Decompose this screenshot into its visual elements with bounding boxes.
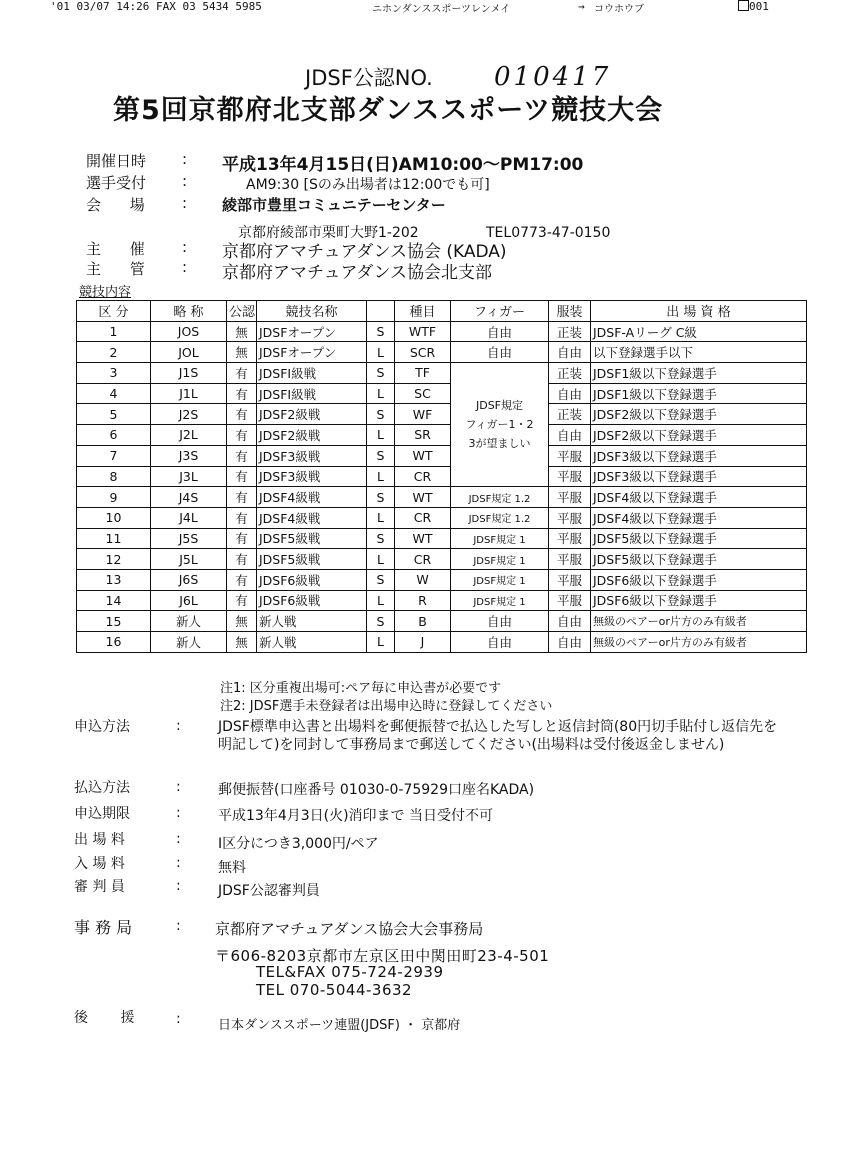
- table-row: [77, 507, 807, 528]
- support-value: 日本ダンススポーツ連盟(JDSF) ・ 京都府: [218, 1018, 461, 1033]
- header-qualification: 出 場 資 格: [591, 301, 807, 322]
- row-official: 有: [227, 363, 257, 384]
- row-figure: JDSF規定 1: [451, 549, 549, 570]
- row-abbr: J5L: [151, 549, 227, 570]
- row-official: 有: [227, 507, 257, 528]
- row-event: WT: [395, 528, 451, 549]
- date-colon: :: [182, 150, 188, 168]
- row-sl: L: [367, 507, 395, 528]
- row-official: 有: [227, 549, 257, 570]
- office-colon: :: [176, 918, 181, 934]
- row-competition-name: JDSF2級戦: [257, 404, 367, 425]
- row-dress: 自由: [549, 383, 591, 404]
- row-division: 7: [77, 445, 151, 466]
- venue-tel: TEL0773-47-0150: [486, 225, 611, 241]
- row-division: 8: [77, 466, 151, 487]
- row-sl: L: [367, 383, 395, 404]
- row-dress: 平服: [549, 549, 591, 570]
- row-sl: S: [367, 445, 395, 466]
- row-abbr: J1L: [151, 383, 227, 404]
- header-sl: [367, 301, 395, 322]
- row-official: 無: [227, 632, 257, 653]
- judge-label: 審 判 員: [74, 879, 125, 895]
- row-sl: S: [367, 611, 395, 632]
- row-dress: 自由: [549, 342, 591, 363]
- row-division: 3: [77, 363, 151, 384]
- note-2: 注2: JDSF選手未登録者は出場申込時に登録してください: [220, 699, 553, 714]
- row-sl: L: [367, 549, 395, 570]
- table-row: [77, 590, 807, 611]
- row-dress: 平服: [549, 590, 591, 611]
- row-dress: 正装: [549, 363, 591, 384]
- row-division: 14: [77, 590, 151, 611]
- reception-value: AM9:30 [Sのみ出場者は12:00でも可]: [246, 177, 490, 193]
- fax-page: [738, 0, 769, 13]
- table-header-row: [77, 301, 807, 322]
- row-figure: 自由: [451, 321, 549, 342]
- table-row: [77, 569, 807, 590]
- figure-merged-cell: [451, 363, 549, 487]
- header-dress: 服装: [549, 301, 591, 322]
- date-value: 平成13年4月15日(日)AM10:00～PM17:00: [222, 155, 584, 175]
- office-label: 事 務 局: [74, 918, 133, 937]
- row-official: 有: [227, 466, 257, 487]
- row-qualification: JDSF3級以下登録選手: [591, 466, 807, 487]
- row-competition-name: 新人戦: [257, 632, 367, 653]
- section-title: 競技内容: [79, 285, 132, 300]
- row-qualification: JDSF1級以下登録選手: [591, 383, 807, 404]
- office-tel: TEL 070-5044-3632: [256, 981, 413, 999]
- row-competition-name: JDSF3級戦: [257, 445, 367, 466]
- row-competition-name: JDSF3級戦: [257, 466, 367, 487]
- fax-recipient: コウホウブ: [594, 4, 644, 15]
- row-division: 5: [77, 404, 151, 425]
- row-division: 11: [77, 528, 151, 549]
- row-official: 有: [227, 425, 257, 446]
- row-division: 2: [77, 342, 151, 363]
- row-dress: 平服: [549, 528, 591, 549]
- row-official: 無: [227, 321, 257, 342]
- row-division: 10: [77, 507, 151, 528]
- row-event: CR: [395, 549, 451, 570]
- row-figure: JDSF規定 1: [451, 528, 549, 549]
- table-row: [77, 404, 807, 425]
- date-label: 開催日時: [86, 152, 147, 170]
- header-abbr: 略 称: [151, 301, 227, 322]
- host-value: 京都府アマチュアダンス協会 (KADA): [222, 242, 507, 262]
- row-event: WTF: [395, 321, 451, 342]
- row-division: 6: [77, 425, 151, 446]
- row-dress: 自由: [549, 632, 591, 653]
- row-abbr: J2L: [151, 425, 227, 446]
- row-sl: L: [367, 632, 395, 653]
- row-abbr: J4S: [151, 487, 227, 508]
- row-dress: 平服: [549, 507, 591, 528]
- table-row: [77, 466, 807, 487]
- host-label: 主 催: [86, 240, 157, 258]
- payment-colon: :: [176, 779, 181, 795]
- row-competition-name: JDSF5級戦: [257, 549, 367, 570]
- row-division: 9: [77, 487, 151, 508]
- fee-value: Ⅰ区分につき3,000円/ペア: [218, 836, 379, 852]
- row-abbr: J6L: [151, 590, 227, 611]
- office-name: 京都府アマチュアダンス協会大会事務局: [215, 920, 484, 938]
- row-qualification: 以下登録選手以下: [591, 342, 807, 363]
- row-abbr: J3S: [151, 445, 227, 466]
- entry-label: 入 場 料: [74, 856, 125, 872]
- row-sl: L: [367, 342, 395, 363]
- payment-value: 郵便振替(口座番号 01030-0-75929口座名KADA): [218, 782, 535, 798]
- figure-merged-line: 3が望ましい: [468, 437, 531, 451]
- row-qualification: JDSF4級以下登録選手: [591, 487, 807, 508]
- header-division: 区 分: [77, 301, 151, 322]
- row-qualification: 無級のペアーor片方のみ有級者: [591, 611, 807, 632]
- fee-colon: :: [176, 831, 181, 847]
- header-figure: フィガー: [451, 301, 549, 322]
- row-sl: S: [367, 487, 395, 508]
- fee-label: 出 場 料: [74, 832, 125, 848]
- support-colon: :: [176, 1011, 181, 1027]
- table-row: [77, 342, 807, 363]
- row-sl: S: [367, 528, 395, 549]
- row-official: 有: [227, 569, 257, 590]
- row-competition-name: JDSF2級戦: [257, 425, 367, 446]
- table-row: [77, 425, 807, 446]
- row-abbr: 新人: [151, 611, 227, 632]
- row-division: 1: [77, 321, 151, 342]
- row-division: 4: [77, 383, 151, 404]
- row-sl: L: [367, 590, 395, 611]
- competition-table: [76, 300, 807, 653]
- deadline-colon: :: [176, 805, 181, 821]
- row-dress: 平服: [549, 569, 591, 590]
- reception-colon: :: [182, 172, 188, 190]
- row-abbr: J6S: [151, 569, 227, 590]
- row-event: WT: [395, 445, 451, 466]
- row-abbr: J3L: [151, 466, 227, 487]
- row-dress: 正装: [549, 321, 591, 342]
- entry-value: 無料: [218, 860, 246, 876]
- apply-colon: :: [176, 718, 181, 734]
- table-row: [77, 445, 807, 466]
- row-figure: JDSF規定 1: [451, 590, 549, 611]
- row-official: 有: [227, 404, 257, 425]
- fax-sender: ニホンダンススポーツレンメイ: [372, 4, 511, 15]
- row-competition-name: JDSF4級戦: [257, 507, 367, 528]
- row-qualification: JDSF-Aリーグ C級: [591, 321, 807, 342]
- row-official: 無: [227, 611, 257, 632]
- venue-label: 会 場: [86, 196, 157, 214]
- row-event: WF: [395, 404, 451, 425]
- header-competition-name: 競技名称: [257, 301, 367, 322]
- row-competition-name: JDSF6級戦: [257, 590, 367, 611]
- office-telfax: TEL&FAX 075-724-2939: [256, 963, 444, 981]
- row-event: SR: [395, 425, 451, 446]
- table-row: [77, 321, 807, 342]
- row-event: B: [395, 611, 451, 632]
- reception-label: 選手受付: [86, 174, 147, 192]
- row-official: 有: [227, 487, 257, 508]
- row-figure: 自由: [451, 342, 549, 363]
- row-qualification: JDSF6級以下登録選手: [591, 569, 807, 590]
- row-qualification: JDSF2級以下登録選手: [591, 404, 807, 425]
- row-abbr: J5S: [151, 528, 227, 549]
- row-sl: L: [367, 466, 395, 487]
- row-division: 16: [77, 632, 151, 653]
- table-row: [77, 549, 807, 570]
- row-official: 有: [227, 528, 257, 549]
- row-abbr: J2S: [151, 404, 227, 425]
- row-qualification: JDSF1級以下登録選手: [591, 363, 807, 384]
- row-competition-name: JDSF5級戦: [257, 528, 367, 549]
- row-abbr: JOL: [151, 342, 227, 363]
- organizer-label: 主 管: [86, 260, 157, 278]
- note-1: 注1: 区分重複出場可:ペア毎に申込書が必要です: [220, 681, 502, 696]
- row-dress: 平服: [549, 445, 591, 466]
- row-dress: 平服: [549, 487, 591, 508]
- row-official: 有: [227, 445, 257, 466]
- row-event: J: [395, 632, 451, 653]
- row-competition-name: JDSF4級戦: [257, 487, 367, 508]
- office-address: 〒606-8203京都市左京区田中関田町23-4-501: [215, 947, 550, 965]
- table-row: [77, 632, 807, 653]
- official-number-label: JDSF公認NO.: [305, 66, 433, 90]
- row-qualification: 無級のペアーor片方のみ有級者: [591, 632, 807, 653]
- row-abbr: 新人: [151, 632, 227, 653]
- fax-datetime: '01 03/07 14:26 FAX 03 5434 5985: [50, 0, 262, 13]
- row-event: SCR: [395, 342, 451, 363]
- row-event: CR: [395, 466, 451, 487]
- row-competition-name: JDSFオープン: [257, 342, 367, 363]
- row-official: 有: [227, 383, 257, 404]
- row-competition-name: JDSFオープン: [257, 321, 367, 342]
- payment-label: 払込方法: [74, 780, 130, 796]
- row-event: SC: [395, 383, 451, 404]
- row-official: 有: [227, 590, 257, 611]
- apply-value: JDSF標準申込書と出場料を郵便振替で払込した写しと返信封筒(80円切手貼付し返信先を明記して)を同封して事務局まで郵送してください(出場料は受付後返金しません): [218, 719, 778, 753]
- host-colon: :: [182, 238, 188, 256]
- row-abbr: J4L: [151, 507, 227, 528]
- judge-value: JDSF公認審判員: [218, 883, 320, 899]
- row-figure: JDSF規定 1.2: [451, 487, 549, 508]
- row-abbr: J1S: [151, 363, 227, 384]
- handwritten-number: 010417: [494, 62, 612, 92]
- row-qualification: JDSF5級以下登録選手: [591, 528, 807, 549]
- row-qualification: JDSF3級以下登録選手: [591, 445, 807, 466]
- page-title: 第5回京都府北支部ダンススポーツ競技大会: [113, 95, 664, 126]
- venue-colon: :: [182, 194, 188, 212]
- row-division: 13: [77, 569, 151, 590]
- support-label: 後 援: [74, 1010, 149, 1026]
- row-qualification: JDSF6級以下登録選手: [591, 590, 807, 611]
- table-row: [77, 383, 807, 404]
- row-event: WT: [395, 487, 451, 508]
- row-sl: L: [367, 425, 395, 446]
- row-official: 無: [227, 342, 257, 363]
- row-event: CR: [395, 507, 451, 528]
- row-figure: JDSF規定 1.2: [451, 507, 549, 528]
- row-competition-name: JDSFⅠ級戦: [257, 363, 367, 384]
- organizer-value: 京都府アマチュアダンス協会北支部: [222, 263, 492, 283]
- row-competition-name: 新人戦: [257, 611, 367, 632]
- row-qualification: JDSF5級以下登録選手: [591, 549, 807, 570]
- row-competition-name: JDSF6級戦: [257, 569, 367, 590]
- row-event: TF: [395, 363, 451, 384]
- row-division: 15: [77, 611, 151, 632]
- header-event: 種目: [395, 301, 451, 322]
- fax-arrow: →: [578, 0, 585, 13]
- table-row: [77, 611, 807, 632]
- row-figure: 自由: [451, 611, 549, 632]
- row-qualification: JDSF4級以下登録選手: [591, 507, 807, 528]
- row-event: R: [395, 590, 451, 611]
- figure-merged-line: JDSF規定: [475, 399, 524, 413]
- row-figure: JDSF規定 1: [451, 569, 549, 590]
- fax-page-number: 001: [749, 0, 769, 13]
- row-sl: S: [367, 569, 395, 590]
- judge-colon: :: [176, 878, 181, 894]
- row-sl: S: [367, 363, 395, 384]
- table-row: [77, 528, 807, 549]
- deadline-value: 平成13年4月3日(火)消印まで 当日受付不可: [218, 808, 494, 824]
- row-dress: 正装: [549, 404, 591, 425]
- row-figure: 自由: [451, 632, 549, 653]
- figure-merged-line: フィガー1・2: [465, 418, 534, 432]
- row-sl: S: [367, 321, 395, 342]
- venue-address: 京都府綾部市栗町大野1-202: [238, 225, 419, 241]
- organizer-colon: :: [182, 258, 188, 276]
- row-dress: 自由: [549, 611, 591, 632]
- table-row: [77, 363, 807, 384]
- row-division: 12: [77, 549, 151, 570]
- venue-name: 綾部市豊里コミュニテーセンター: [222, 196, 446, 214]
- row-dress: 自由: [549, 425, 591, 446]
- entry-colon: :: [176, 855, 181, 871]
- row-event: W: [395, 569, 451, 590]
- row-competition-name: JDSFⅠ級戦: [257, 383, 367, 404]
- row-qualification: JDSF2級以下登録選手: [591, 425, 807, 446]
- checkbox-icon: [738, 0, 749, 11]
- row-sl: S: [367, 404, 395, 425]
- deadline-label: 申込期限: [74, 806, 130, 822]
- apply-label: 申込方法: [74, 719, 130, 735]
- row-abbr: JOS: [151, 321, 227, 342]
- row-dress: 平服: [549, 466, 591, 487]
- header-official: 公認: [227, 301, 257, 322]
- table-row: [77, 487, 807, 508]
